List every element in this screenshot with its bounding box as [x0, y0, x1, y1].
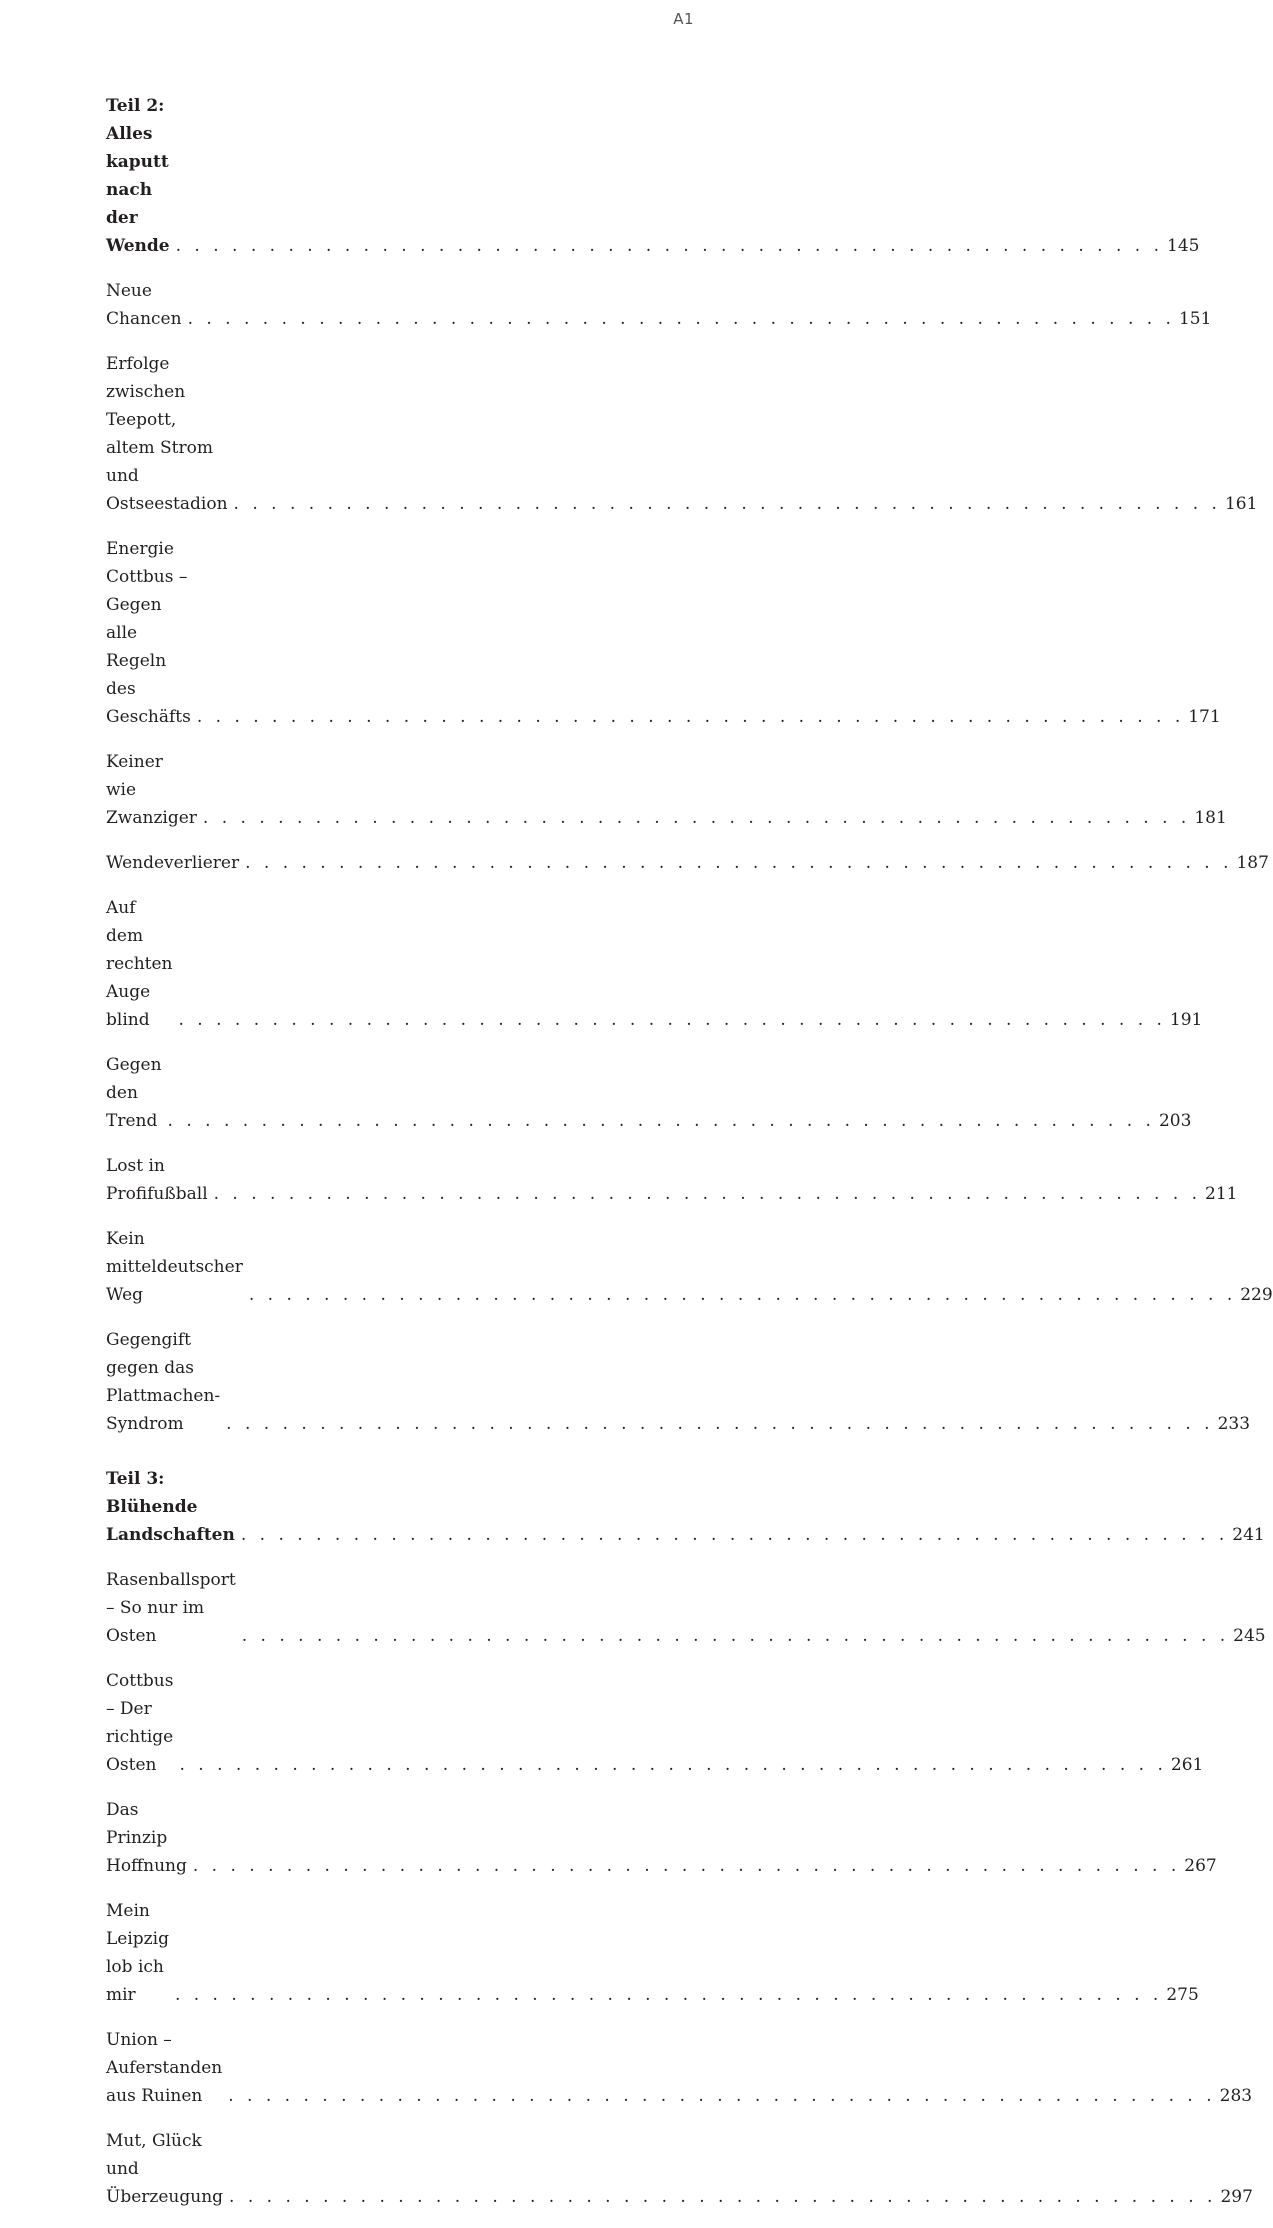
- dot-leader: . . . . . . . . . . . . . . . . . . . . . . . . . . . . . . . . . . . . . . . . . . . . . . . . . . . . .: [229, 2187, 1217, 2207]
- toc-entry-title: [106, 92, 170, 260]
- toc-page-number: 233: [1217, 1414, 1251, 1434]
- toc-entry: [106, 1796, 1217, 1880]
- toc-entry: [106, 277, 1212, 333]
- toc-page-number: 151: [1178, 309, 1212, 329]
- toc-entry-title: [106, 1897, 169, 2009]
- toc-page-number: 297: [1220, 2187, 1253, 2207]
- toc-entry: [106, 350, 1258, 518]
- toc-entry: [106, 1152, 1238, 1208]
- dot-leader: . . . . . . . . . . . . . . . . . . . . . . . . . . . . . . . . . . . . . . . . . . . . . . . . . . . . .: [167, 1111, 1155, 1131]
- toc-entry-title: [106, 849, 239, 877]
- dot-leader: . . . . . . . . . . . . . . . . . . . . . . . . . . . . . . . . . . . . . . . . . . . . . . . . . . . . .: [213, 1184, 1202, 1204]
- toc-entry: [106, 1667, 1204, 1779]
- toc-page-number: 267: [1184, 1856, 1217, 1876]
- toc-page-number: 203: [1158, 1111, 1192, 1131]
- dot-leader: . . . . . . . . . . . . . . . . . . . . . . . . . . . . . . . . . . . . . . . . . . . . . . . . . . . . .: [245, 853, 1233, 873]
- dot-leader: . . . . . . . . . . . . . . . . . . . . . . . . . . . . . . . . . . . . . . . . . . . . . . . . . . . . .: [175, 236, 1163, 256]
- dot-leader: . . . . . . . . . . . . . . . . . . . . . . . . . . . . . . . . . . . . . . . . . . . . . . . . . . . . .: [226, 1414, 1214, 1434]
- toc-entry-title-line: Rasenballsport – So nur im Osten: [106, 1570, 236, 1646]
- toc-page-number: 211: [1205, 1184, 1238, 1204]
- page-label: A1: [673, 10, 694, 28]
- toc-entry-title: [106, 277, 182, 333]
- dot-leader: . . . . . . . . . . . . . . . . . . . . . . . . . . . . . . . . . . . . . . . . . . . . . . . . . . . . .: [240, 1525, 1229, 1545]
- toc-entry-title-line: Gegengift gegen das Plattmachen-Syndrom: [106, 1330, 221, 1434]
- toc-page-number: 275: [1166, 1985, 1199, 2005]
- toc-entry-title-line: Mein Leipzig lob ich mir: [106, 1901, 169, 2005]
- toc-entry-title: [106, 2026, 222, 2110]
- toc-entry-title-line: Das Prinzip Hoffnung: [106, 1800, 187, 1876]
- toc-entry-title-line: Neue Chancen: [106, 281, 182, 329]
- toc-entry-title-line: Auf dem rechten Auge blind: [106, 898, 173, 1030]
- toc-entry-title: [106, 894, 173, 1034]
- toc-entry: [106, 1897, 1199, 2009]
- toc-entry-title-line: Mut, Glück und Überzeugung: [106, 2131, 224, 2207]
- toc-page-number: 187: [1236, 853, 1269, 873]
- toc-entry-title: [106, 1465, 235, 1549]
- toc-entry-title: [106, 1667, 173, 1779]
- toc-entry-title: [106, 748, 197, 832]
- table-of-contents: [106, 92, 1273, 2228]
- toc-page-number: 261: [1170, 1755, 1204, 1775]
- toc-entry-title-line: Cottbus – Der richtige Osten: [106, 1671, 174, 1775]
- toc-entry-title: [106, 1051, 162, 1135]
- toc-page-number: 161: [1224, 494, 1258, 514]
- toc-entry-title-line: Gegen den Trend: [106, 1055, 162, 1131]
- dot-leader: . . . . . . . . . . . . . . . . . . . . . . . . . . . . . . . . . . . . . . . . . . . . . . . . . . . . .: [174, 1985, 1163, 2005]
- dot-leader: . . . . . . . . . . . . . . . . . . . . . . . . . . . . . . . . . . . . . . . . . . . . . . . . . . . . .: [192, 1856, 1181, 1876]
- toc-entry-title-line: Wendeverlierer: [106, 853, 240, 873]
- toc-entry: [106, 748, 1227, 832]
- toc-entry-title-line: Energie Cottbus – Gegen alle Regeln des Geschäfts: [106, 539, 191, 727]
- toc-page-number: 171: [1188, 707, 1221, 727]
- toc-section-heading: [106, 92, 1200, 260]
- toc-entry: [106, 1051, 1192, 1135]
- toc-entry-title: [106, 535, 191, 731]
- toc-entry-title-line: Keiner wie Zwanziger: [106, 752, 197, 828]
- toc-entry: [106, 849, 1269, 877]
- toc-entry-title: [106, 1566, 236, 1650]
- toc-entry-title-line: Kein mitteldeutscher Weg: [106, 1229, 243, 1305]
- toc-entry-title: [106, 1796, 187, 1880]
- dot-leader: . . . . . . . . . . . . . . . . . . . . . . . . . . . . . . . . . . . . . . . . . . . . . . . . . . . . .: [179, 1755, 1167, 1775]
- toc-entry: [106, 2026, 1253, 2110]
- toc-entry-title: [106, 2127, 223, 2211]
- toc-entry-title-line: Erfolge zwischen Teepott, altem Strom: [106, 354, 213, 458]
- toc-entry: [106, 1326, 1251, 1438]
- toc-entry: [106, 894, 1203, 1034]
- dot-leader: . . . . . . . . . . . . . . . . . . . . . . . . . . . . . . . . . . . . . . . . . . . . . . . . . . . . .: [241, 1626, 1230, 1646]
- toc-page-number: 145: [1167, 236, 1200, 256]
- toc-entry-title-line: Teil 3: Blühende Landschaften: [106, 1469, 235, 1545]
- toc-entry-title-line: Union – Auferstanden aus Ruinen: [106, 2030, 223, 2106]
- toc-entry-title: [106, 1326, 220, 1438]
- toc-page-number: 191: [1169, 1010, 1203, 1030]
- toc-entry: [106, 1225, 1273, 1309]
- dot-leader: . . . . . . . . . . . . . . . . . . . . . . . . . . . . . . . . . . . . . . . . . . . . . . . . . . . . .: [187, 309, 1175, 329]
- toc-entry-title: [106, 350, 228, 518]
- dot-leader: . . . . . . . . . . . . . . . . . . . . . . . . . . . . . . . . . . . . . . . . . . . . . . . . . . . . .: [228, 2086, 1216, 2106]
- toc-entry-title-line: Teil 2: Alles kaputt nach der Wende: [106, 96, 170, 256]
- toc-page-number: 229: [1240, 1285, 1273, 1305]
- toc-entry-title: [106, 1152, 208, 1208]
- dot-leader: . . . . . . . . . . . . . . . . . . . . . . . . . . . . . . . . . . . . . . . . . . . . . . . . . . . . .: [196, 707, 1185, 727]
- toc-entry-title: [106, 1225, 243, 1309]
- toc-page-number: 283: [1219, 2086, 1253, 2106]
- dot-leader: . . . . . . . . . . . . . . . . . . . . . . . . . . . . . . . . . . . . . . . . . . . . . . . . . . . . .: [233, 494, 1221, 514]
- toc-entry-title-line: Lost in Profifußball: [106, 1156, 208, 1204]
- toc-page-number: 245: [1233, 1626, 1266, 1646]
- dot-leader: . . . . . . . . . . . . . . . . . . . . . . . . . . . . . . . . . . . . . . . . . . . . . . . . . . . . .: [248, 1285, 1237, 1305]
- dot-leader: . . . . . . . . . . . . . . . . . . . . . . . . . . . . . . . . . . . . . . . . . . . . . . . . . . . . .: [178, 1010, 1166, 1030]
- toc-page-number: 241: [1232, 1525, 1265, 1545]
- toc-entry-title-line: und Ostseestadion: [106, 466, 228, 514]
- dot-leader: . . . . . . . . . . . . . . . . . . . . . . . . . . . . . . . . . . . . . . . . . . . . . . . . . . . . .: [202, 808, 1191, 828]
- toc-page-number: 181: [1194, 808, 1227, 828]
- toc-entry: [106, 535, 1221, 731]
- toc-entry: [106, 2127, 1253, 2211]
- toc-section-heading: [106, 1465, 1265, 1549]
- toc-entry: [106, 1566, 1266, 1650]
